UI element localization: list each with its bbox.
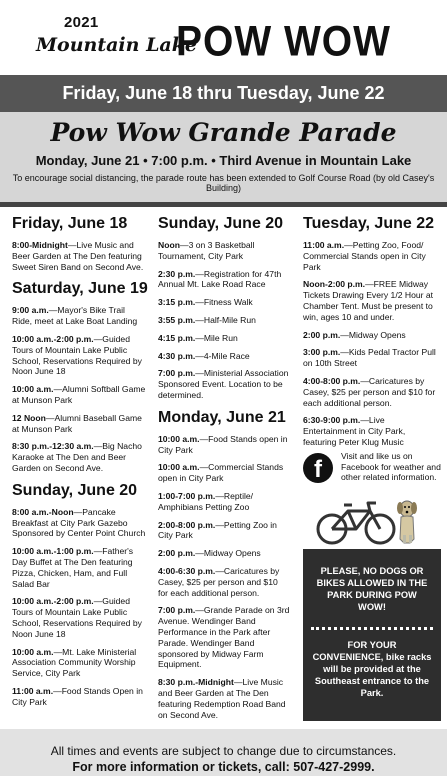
- event-dash: —: [215, 519, 224, 530]
- date-range-banner: Friday, June 18 thru Tuesday, June 22: [0, 75, 447, 112]
- event-dash: —: [67, 240, 77, 250]
- event-dash: —: [179, 240, 189, 250]
- event-item: [12, 441, 146, 473]
- column-middle: [158, 214, 290, 727]
- day-tuesday: [303, 214, 437, 448]
- event-item: [12, 546, 146, 589]
- event-item: [158, 677, 290, 720]
- event-dash: —: [233, 677, 243, 688]
- event-time: 10:00 a.m.: [158, 433, 200, 444]
- event-time: 4:00-6:30 p.m.: [158, 565, 216, 576]
- event-time: 11:00 a.m.: [12, 685, 54, 696]
- event-item: [12, 596, 146, 639]
- footer-contact: For more information or tickets, call: 507-427-2999.: [72, 760, 375, 774]
- event-dash: —: [195, 332, 204, 343]
- event-dash: —: [93, 546, 103, 557]
- event-time: Noon: [158, 240, 180, 250]
- header-title: POW WOW: [176, 18, 391, 66]
- day-friday: [12, 214, 146, 272]
- parade-title: Pow Wow Grande Parade: [50, 118, 397, 147]
- column-left: [12, 214, 146, 715]
- event-description: Pancake Breakfast at City Park Gazebo Sponsored by Center Point Church: [12, 506, 146, 539]
- event-time: 8:00 a.m.-Noon: [12, 506, 74, 517]
- event-dash: —: [53, 646, 63, 657]
- event-dash: —: [93, 333, 103, 344]
- column-right: [303, 214, 437, 455]
- event-time: 2:00 p.m.: [158, 548, 196, 559]
- event-item: [158, 333, 290, 344]
- event-description: FREE Midway Tickets Drawing Every 1/2 Hour at Chamber Tent. Must be present to win, ages 10 and under.: [303, 279, 434, 322]
- event-item: [12, 384, 146, 406]
- event-description: Mayor's Bike Trail Ride, meet at Lake Boat Landing: [12, 305, 138, 327]
- event-description: Big Nacho Karaoke at The Den and Beer Garden on Second Ave.: [12, 441, 142, 473]
- facebook-callout: [303, 451, 443, 491]
- event-dash: —: [53, 685, 62, 696]
- event-time: 4:00-8:00 p.m.: [303, 375, 361, 386]
- event-dash: —: [344, 240, 353, 250]
- header-year: 2021: [64, 14, 99, 31]
- event-dash: —: [195, 297, 204, 308]
- event-item: [158, 269, 290, 291]
- event-item: [12, 507, 146, 539]
- event-description: Live Entertainment in City Park, featuring Peter Klug Music: [303, 415, 406, 447]
- event-dash: —: [195, 548, 204, 559]
- event-dash: —: [195, 605, 204, 616]
- event-dash: —: [195, 268, 204, 279]
- event-description: Commercial Stands open in City Park: [158, 462, 284, 484]
- event-dash: —: [53, 384, 63, 395]
- event-description: Grande Parade on 3rd Avenue. Wendinger Band Performance in the Park after Parade. Wendinger Band sponsored by Midway Farm Equipment.: [158, 605, 290, 670]
- event-time: 10:00 a.m.: [158, 462, 200, 473]
- event-item: [158, 520, 290, 542]
- day-sunday: [12, 481, 146, 708]
- event-description: Guided Tours of Mountain Lake Public School, Reservations Required by Noon June 18: [12, 333, 142, 377]
- event-description: Reptile/ Amphibians Petting Zoo: [158, 490, 254, 512]
- event-time: 2:00 p.m.: [303, 329, 341, 340]
- event-item: [158, 297, 290, 308]
- event-time: 7:00 p.m.: [158, 368, 196, 379]
- event-time: 3:00 p.m.: [303, 347, 341, 358]
- event-description: Mt. Lake Ministerial Association Community Worship Service, City Park: [12, 646, 137, 679]
- notice-no-dogs: PLEASE, NO DOGS OR BIKES ALLOWED IN THE PARK DURING POW WOW!: [316, 566, 428, 612]
- event-time: 6:30-9:00 p.m.: [303, 415, 361, 426]
- event-time: 8:30 p.m.-Midnight: [158, 677, 234, 688]
- event-dash: —: [195, 368, 204, 379]
- event-dash: —: [45, 412, 55, 423]
- event-description: Caricatures by Casey, $25 per person and $10 for each additional person.: [158, 565, 280, 598]
- event-time: 10:00 a.m.-1:00 p.m.: [12, 546, 94, 557]
- event-description: 4-Mile Race: [203, 350, 250, 361]
- event-item: [12, 686, 146, 708]
- event-item: [158, 368, 290, 400]
- bike-and-dog-art: [310, 495, 428, 547]
- event-description: Ministerial Association Sponsored Event. Location to be determined.: [158, 368, 289, 400]
- event-description: Mile Run: [203, 332, 238, 343]
- event-item: [158, 351, 290, 362]
- event-time: 2:00-8:00 p.m.: [158, 519, 216, 530]
- event-item: [303, 376, 437, 408]
- day-saturday: [12, 279, 146, 473]
- event-dash: —: [195, 314, 204, 325]
- event-item: [303, 330, 437, 341]
- event-dash: —: [215, 490, 224, 501]
- event-item: [158, 434, 290, 456]
- day-heading: Tuesday, June 22: [303, 215, 435, 232]
- event-time: 3:55 p.m.: [158, 314, 196, 325]
- event-description: Live Music and Beer Garden at The Den featuring Redemption Road Band on Second Ave.: [158, 677, 286, 720]
- event-item: [12, 334, 146, 377]
- event-description: Registration for 47th Annual Mt. Lake Road Race: [158, 268, 282, 290]
- event-dash: —: [340, 347, 349, 358]
- event-item: [158, 491, 290, 513]
- event-time: 9:00 a.m.: [12, 305, 49, 316]
- event-item: [303, 279, 437, 322]
- event-description: Live Music and Beer Garden at The Den featuring Sweet Siren Band on Second Ave.: [12, 240, 144, 272]
- event-time: 2:30 p.m.: [158, 268, 196, 279]
- event-time: 11:00 a.m.: [303, 240, 345, 250]
- event-item: [12, 305, 146, 327]
- event-description: Fitness Walk: [203, 297, 253, 308]
- event-dash: —: [360, 375, 369, 386]
- event-item: [158, 240, 290, 262]
- event-dash: —: [365, 279, 374, 290]
- header: [0, 0, 447, 72]
- day-sunday-afternoon: [158, 214, 290, 401]
- event-time: 10:00 a.m.: [12, 646, 54, 657]
- event-dash: —: [93, 596, 103, 607]
- notice-bike-racks: FOR YOUR CONVENIENCE, bike racks will be provided at the Southeast entrance to the Park.: [312, 640, 432, 698]
- day-heading: Friday, June 18: [12, 215, 128, 232]
- event-time: 4:30 p.m.: [158, 350, 196, 361]
- event-description: Kids Pedal Tractor Pull on 10th Street: [303, 347, 436, 369]
- event-item: [12, 647, 146, 679]
- parade-details: Monday, June 21 • 7:00 p.m. • Third Avenue in Mountain Lake: [35, 153, 412, 168]
- event-item: [158, 548, 290, 559]
- notice-divider: [311, 627, 433, 630]
- day-monday: [158, 408, 290, 721]
- event-description: Alumni Baseball Game at Munson Park: [12, 412, 142, 434]
- footer-disclaimer: All times and events are subject to change due to circumstances.: [50, 744, 397, 758]
- header-town: Mountain Lake: [36, 34, 197, 56]
- event-time: 4:15 p.m.: [158, 332, 196, 343]
- event-description: Petting Zoo, Food/ Commercial Stands open in City Park: [303, 240, 426, 272]
- event-dash: —: [199, 433, 209, 444]
- event-description: Half-Mile Run: [203, 314, 256, 325]
- event-time: 10:00 a.m.: [12, 384, 54, 395]
- event-item: [158, 315, 290, 326]
- event-time: 3:15 p.m.: [158, 297, 196, 308]
- event-time: Noon-2:00 p.m.: [303, 279, 366, 290]
- event-dash: —: [73, 506, 83, 517]
- event-dash: —: [360, 415, 369, 426]
- event-description: Midway Opens: [348, 329, 406, 340]
- event-description: Midway Opens: [203, 548, 261, 559]
- event-dash: —: [340, 329, 349, 340]
- footer: [0, 729, 447, 776]
- day-heading: Monday, June 21: [158, 408, 286, 426]
- event-time: 8:00-Midnight: [12, 240, 68, 250]
- facebook-text: Visit and like us on Facebook for weather and other related information.: [341, 451, 441, 483]
- event-item: [158, 605, 290, 670]
- event-item: [12, 240, 146, 272]
- event-item: [158, 462, 290, 484]
- event-time: 10:00 a.m.-2:00 p.m.: [12, 596, 94, 607]
- event-description: Guided Tours of Mountain Lake Public School, Reservations Required by Noon June 18: [12, 596, 142, 639]
- event-description: Caricatures by Casey, $25 per person and $10 for each additional person.: [303, 375, 436, 408]
- event-description: Alumni Softball Game at Munson Park: [12, 384, 146, 405]
- event-description: Food Stands Open in City Park: [12, 685, 143, 707]
- event-description: Food Stands open in City Park: [158, 433, 288, 455]
- event-dash: —: [195, 350, 204, 361]
- bicycle-icon: [318, 503, 394, 543]
- event-item: [303, 415, 437, 447]
- event-item: [303, 347, 437, 369]
- day-heading: Saturday, June 19: [12, 280, 148, 298]
- event-item: [158, 566, 290, 598]
- facebook-icon[interactable]: f: [303, 453, 333, 483]
- event-item: [303, 240, 437, 272]
- event-time: 7:00 p.m.: [158, 605, 196, 616]
- event-dash: —: [215, 565, 224, 576]
- event-description: Father's Day Buffet at The Den featuring Pizza, Chicken, Ham, and Full Salad Bar: [12, 546, 134, 589]
- event-time: 1:00-7:00 p.m.: [158, 490, 216, 501]
- event-time: 10:00 a.m.-2:00 p.m.: [12, 333, 94, 344]
- event-description: Petting Zoo in City Park: [158, 519, 277, 541]
- event-dash: —: [199, 462, 209, 473]
- day-heading: Sunday, June 20: [12, 481, 138, 499]
- notice-box: [303, 549, 441, 721]
- event-item: [12, 413, 146, 435]
- dog-icon: [397, 501, 417, 543]
- day-heading: Sunday, June 20: [158, 215, 284, 232]
- event-dash: —: [93, 441, 103, 452]
- event-description: 3 on 3 Basketball Tournament, City Park: [158, 240, 255, 261]
- event-dash: —: [48, 305, 58, 316]
- parade-note: To encourage social distancing, the parade route has been extended to Golf Course Road (by old Casey's Building): [12, 173, 435, 193]
- event-time: 12 Noon: [12, 412, 46, 423]
- divider: [0, 202, 447, 207]
- event-time: 8:30 p.m.-12:30 a.m.: [12, 441, 94, 452]
